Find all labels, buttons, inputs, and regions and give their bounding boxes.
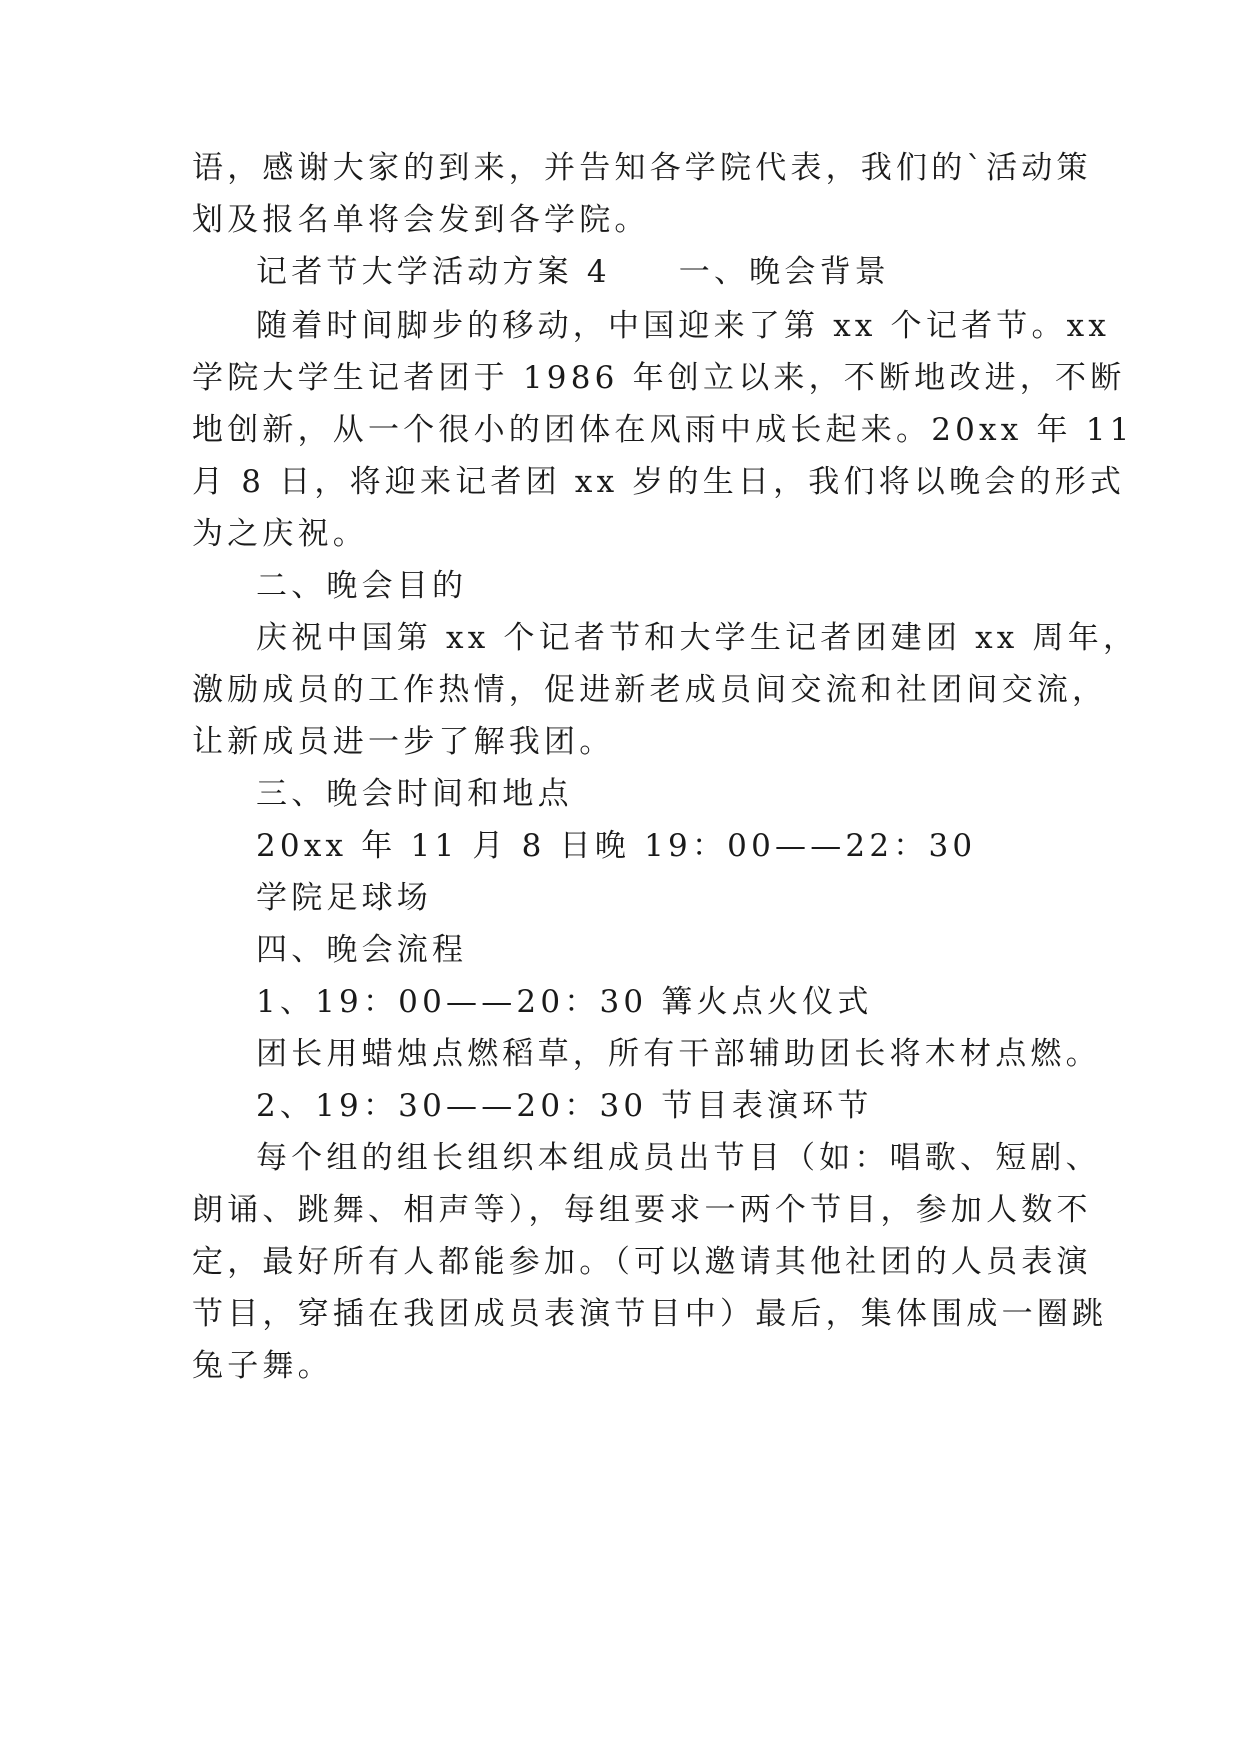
text-line: 兔子舞。	[192, 1348, 333, 1384]
section-heading-row	[256, 252, 890, 292]
heading-process: 四、晚会流程	[256, 932, 468, 968]
text-line: 20xx 年 11 月 8 日晚 19：00——22：30	[256, 828, 977, 864]
text-line: 月 8 日，将迎来记者团 xx 岁的生日，我们将以晚会的形式	[192, 464, 1126, 500]
text-line: 地创新，从一个很小的团体在风雨中成长起来。20xx 年 11	[192, 412, 1134, 448]
text-line: 学院足球场	[256, 880, 432, 916]
text-line: 让新成员进一步了解我团。	[192, 724, 615, 760]
text-line: 庆祝中国第 xx 个记者节和大学生记者团建团 xx 周年，	[256, 620, 1139, 656]
text-line: 每个组的组长组织本组成员出节目（如：唱歌、短剧、	[256, 1140, 1101, 1176]
text-line: 划及报名单将会发到各学院。	[192, 202, 650, 238]
text-line: 学院大学生记者团于 1986 年创立以来，不断地改进，不断	[192, 360, 1126, 396]
text-line: 团长用蜡烛点燃稻草，所有干部辅助团长将木材点燃。	[256, 1036, 1101, 1072]
text-line: 为之庆祝。	[192, 516, 368, 552]
text-line: 朗诵、跳舞、相声等），每组要求一两个节目，参加人数不	[192, 1192, 1092, 1228]
text-line: 节目，穿插在我团成员表演节目中）最后，集体围成一圈跳	[192, 1296, 1108, 1332]
text-line: 1、19：00——20：30 篝火点火仪式	[256, 984, 873, 1020]
text-line: 激励成员的工作热情，促进新老成员间交流和社团间交流，	[192, 672, 1108, 708]
text-line: 2、19：30——20：30 节目表演环节	[256, 1088, 873, 1124]
plan-title: 记者节大学活动方案 4	[256, 254, 611, 290]
heading-background: 一、晚会背景	[678, 254, 890, 290]
heading-purpose: 二、晚会目的	[256, 568, 468, 604]
text-line: 语，感谢大家的到来，并告知各学院代表，我们的`活动策	[192, 150, 1092, 186]
heading-time-place: 三、晚会时间和地点	[256, 776, 573, 812]
text-line: 随着时间脚步的移动，中国迎来了第 xx 个记者节。xx	[256, 308, 1111, 344]
text-line: 定，最好所有人都能参加。（可以邀请其他社团的人员表演	[192, 1244, 1092, 1280]
